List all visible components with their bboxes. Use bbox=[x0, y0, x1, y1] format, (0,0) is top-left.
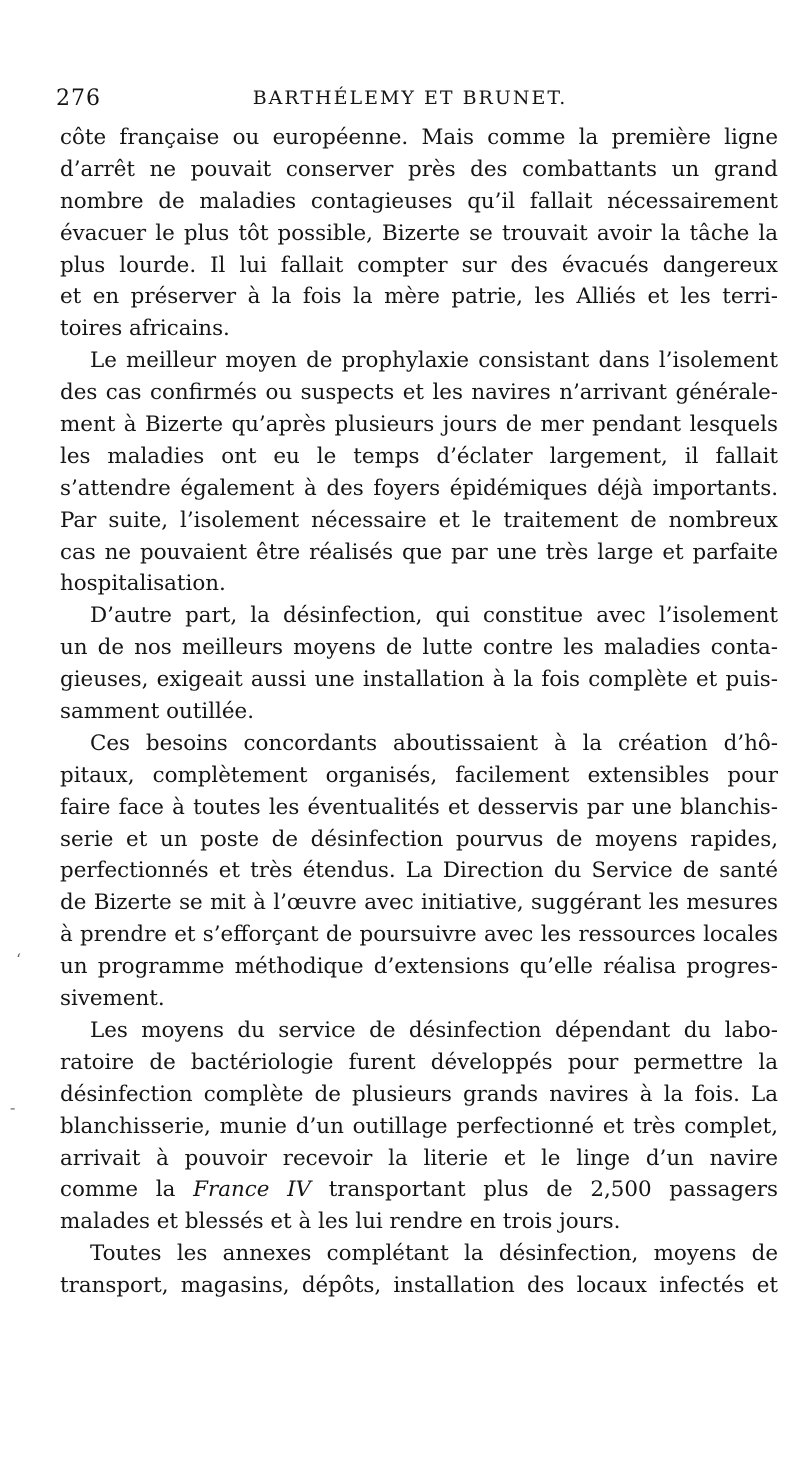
page-header bbox=[56, 80, 746, 120]
text-line: Les moyens du service de désinfection dépendant du labo- bbox=[90, 1017, 778, 1043]
ship-name: France IV bbox=[193, 1177, 311, 1203]
text-line: les maladies ont eu le temps d’éclater largement, il fallait bbox=[60, 443, 778, 469]
text-line: désinfection complète de plusieurs grands navires à la fois. La bbox=[60, 1081, 778, 1107]
text-line: plus lourde. Il lui fallait compter sur des évacués dangereux bbox=[60, 252, 778, 278]
text-line: transport, magasins, dépôts, installation des locaux infectés et bbox=[60, 1273, 778, 1299]
margin-dash: - bbox=[10, 1098, 16, 1117]
text-line: Ces besoins concordants aboutissaient à la création d’hô- bbox=[90, 730, 778, 756]
text-line: malades et blessés et à les lui rendre en trois jours. bbox=[60, 1209, 621, 1235]
text-line: blanchisserie, munie d’un outillage perfectionné et très complet, bbox=[60, 1113, 778, 1139]
text-line: d’arrêt ne pouvait conserver près des combattants un grand bbox=[60, 156, 778, 182]
text-line: côte française ou européenne. Mais comme la première ligne bbox=[60, 125, 778, 150]
running-title: BARTHÉLEMY ET BRUNET. bbox=[252, 87, 568, 109]
text-line: perfectionnés et très étendus. La Direction du Service de santé bbox=[60, 858, 778, 884]
text-line-with-ship-name bbox=[60, 1174, 778, 1206]
text-line: Par suite, l’isolement nécessaire et le traitement de nombreux bbox=[60, 507, 778, 533]
text-line: faire face à toutes les éventualités et desservis par une blanchis- bbox=[60, 794, 778, 820]
text-line: de Bizerte se mit à l’œuvre avec initiative, suggérant les mesures bbox=[60, 890, 778, 916]
text-line: ratoire de bactériologie furent développés pour permettre la bbox=[60, 1049, 778, 1075]
text-line: pitaux, complètement organisés, facilement extensibles pour bbox=[60, 762, 778, 788]
text-line: hospitalisation. bbox=[60, 571, 226, 597]
text-line: gieuses, exigeait aussi une installation à la fois complète et puis- bbox=[60, 667, 778, 693]
margin-speck: ‘ bbox=[16, 950, 22, 969]
text-line: ment à Bizerte qu’après plusieurs jours de mer pendant lesquels bbox=[60, 412, 778, 438]
text-line: évacuer le plus tôt possible, Bizerte se trouvait avoir la tâche la bbox=[60, 220, 778, 246]
text-line: Le meilleur moyen de prophylaxie consistant dans l’isolement bbox=[90, 348, 778, 374]
page-number: 276 bbox=[56, 86, 101, 111]
text-line: samment outillée. bbox=[60, 699, 255, 725]
text-line: nombre de maladies contagieuses qu’il fallait nécessairement bbox=[60, 188, 778, 214]
text-line: s’attendre également à des foyers épidémiques déjà importants. bbox=[60, 475, 778, 501]
text-line: un programme méthodique d’extensions qu’elle réalisa progres- bbox=[60, 954, 778, 980]
text-line: cas ne pouvaient être réalisés que par une très large et parfaite bbox=[60, 539, 778, 565]
text-fragment: transportant plus de 2,500 passagers bbox=[328, 1177, 778, 1203]
text-fragment: comme la bbox=[60, 1177, 176, 1203]
text-line: un de nos meilleurs moyens de lutte contre les maladies conta- bbox=[60, 635, 778, 661]
text-line: et en préserver à la fois la mère patrie, les Alliés et les terri- bbox=[60, 284, 778, 310]
text-line: sivement. bbox=[60, 986, 165, 1012]
text-line: des cas confirmés ou suspects et les navires n’arrivant générale- bbox=[60, 380, 778, 406]
text-line: à prendre et s’efforçant de poursuivre avec les ressources locales bbox=[60, 922, 778, 948]
text-line: D’autre part, la désinfection, qui constitue avec l’isolement bbox=[90, 603, 778, 629]
text-line: serie et un poste de désinfection pourvus de moyens rapides, bbox=[60, 826, 778, 852]
body-text bbox=[60, 122, 778, 1302]
text-line: arrivait à pouvoir recevoir la literie et le linge d’un navire bbox=[60, 1145, 778, 1171]
text-line: toires africains. bbox=[60, 316, 230, 342]
text-line: Toutes les annexes complétant la désinfection, moyens de bbox=[90, 1241, 778, 1267]
